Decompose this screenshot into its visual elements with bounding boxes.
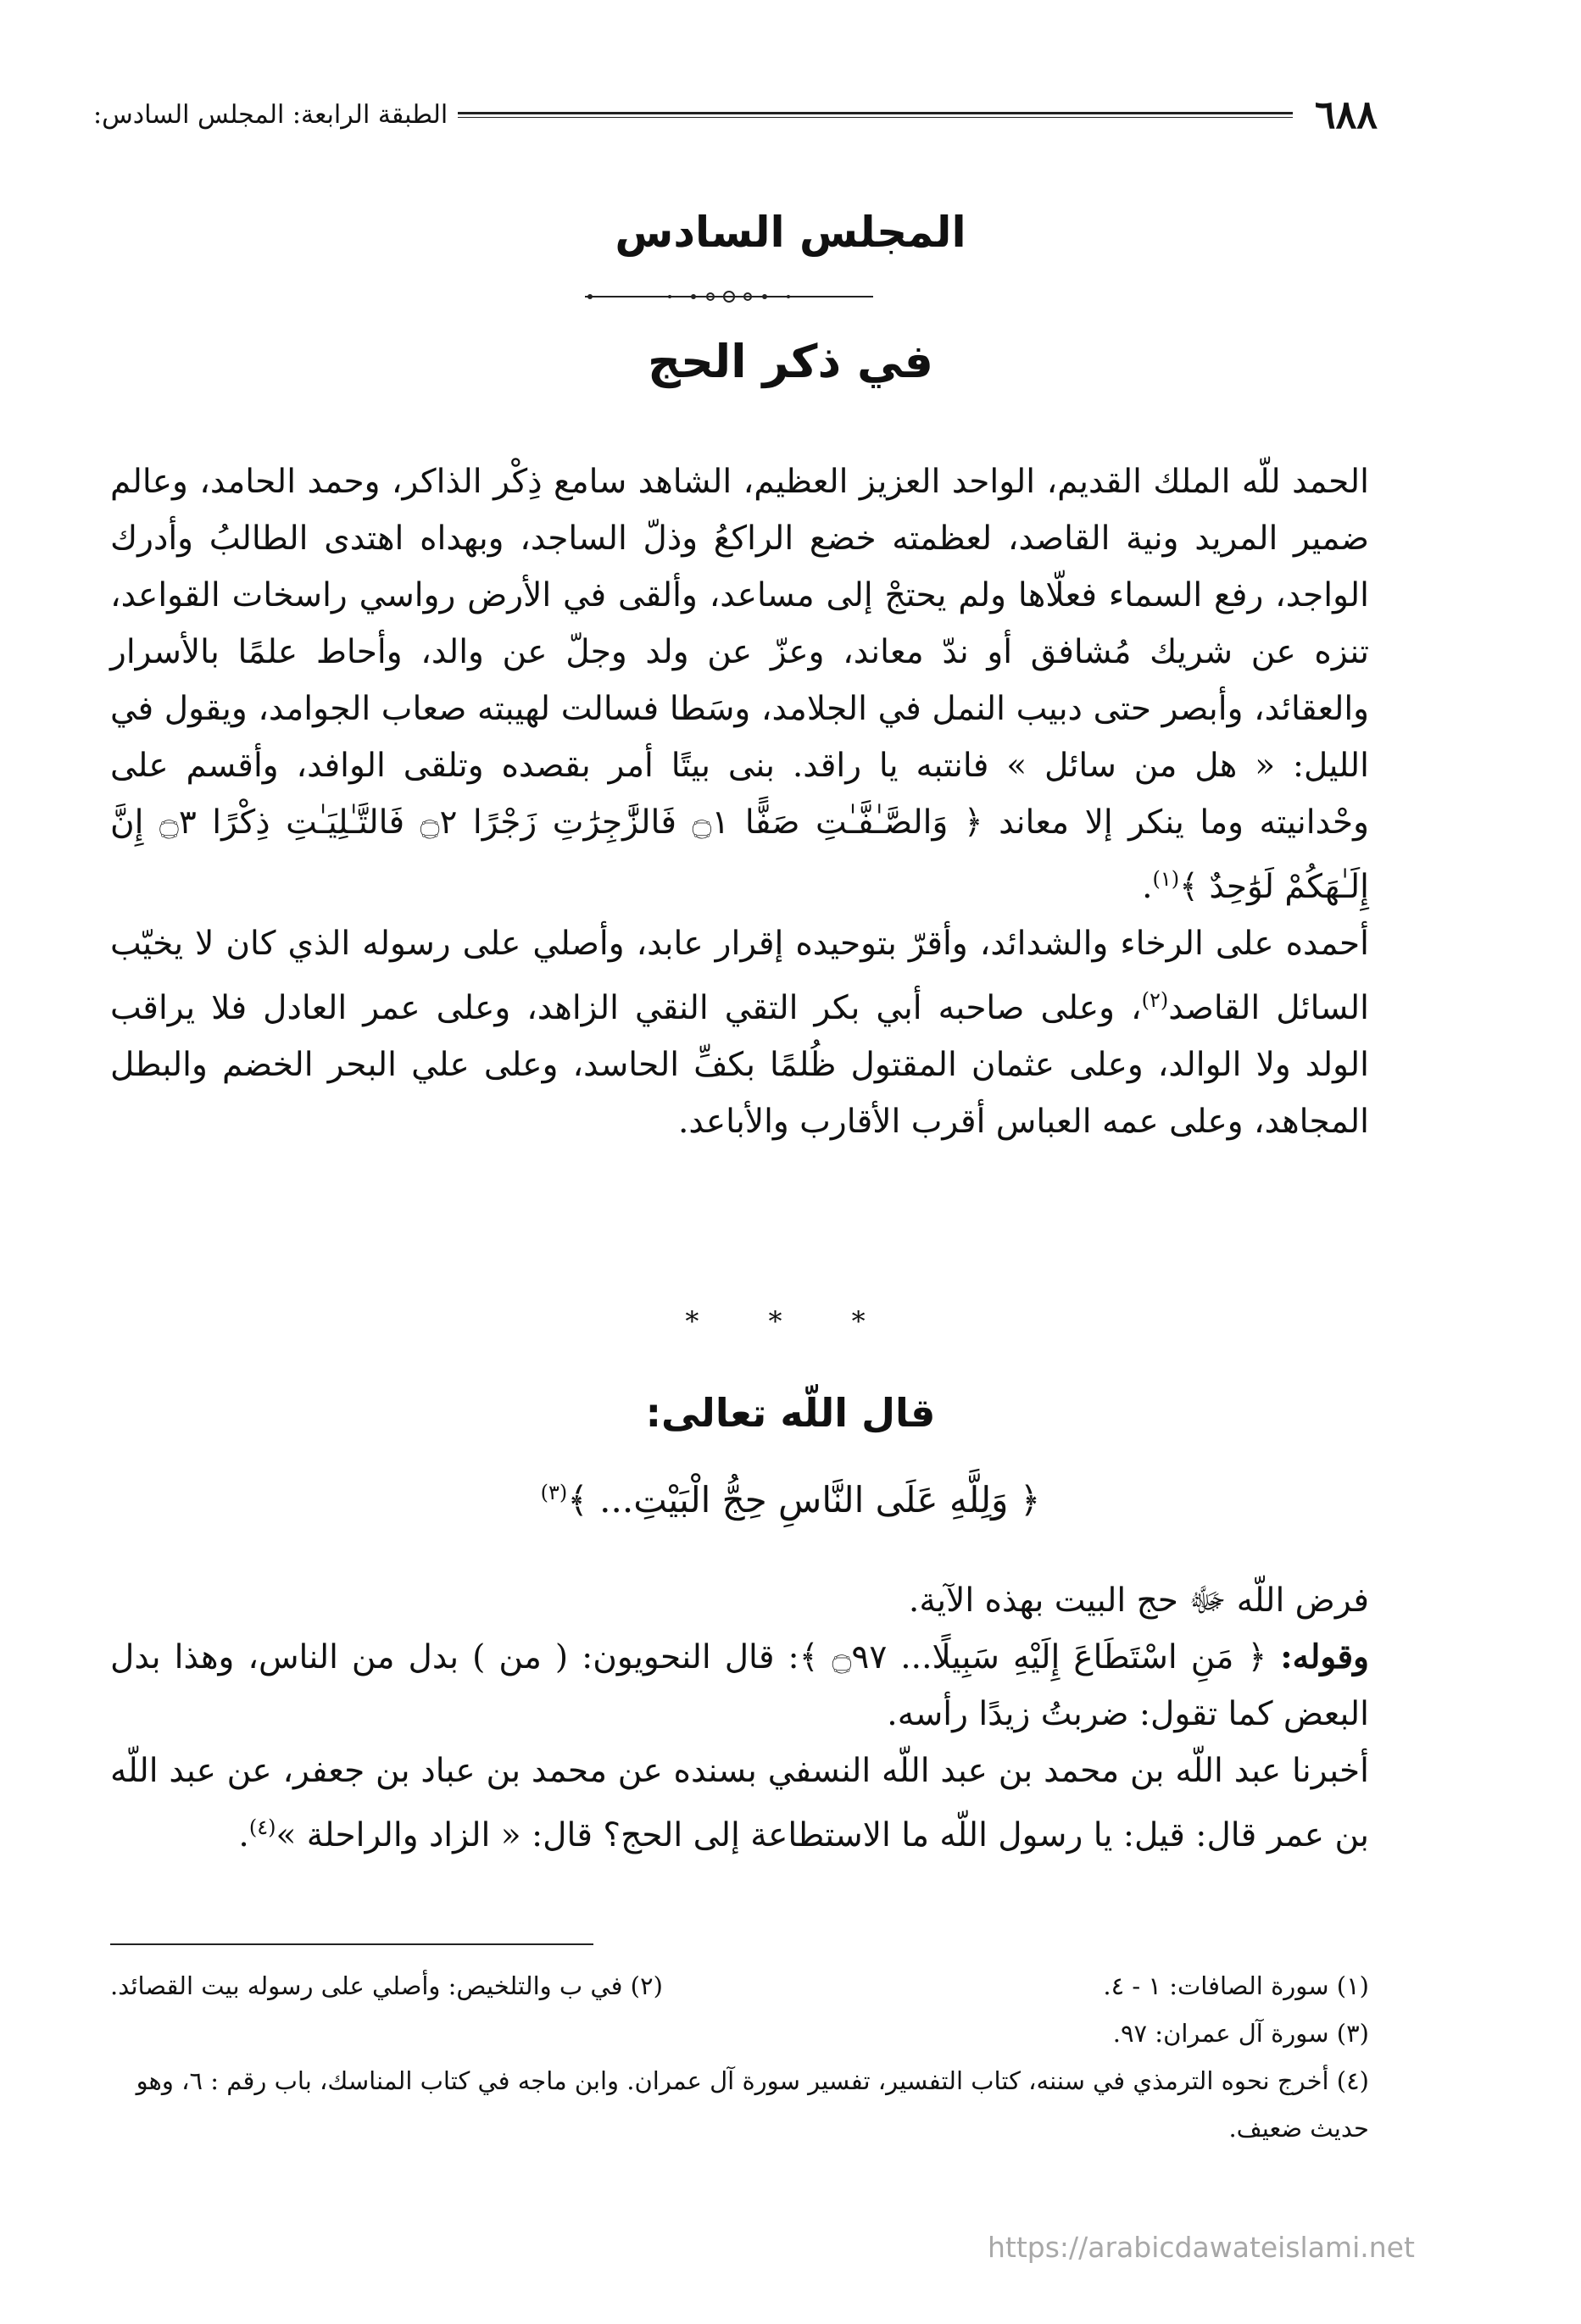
paragraph-4-verse: ﴿ مَنِ اسْتَطَاعَ إِلَيْهِ سَبِيلًا... ۝٩٧ ﴾ (799, 1638, 1267, 1676)
intro-paragraph-2b-text: ، وعلى صاحبه أبي بكر التقي النقي الزاهد، وعلى عمر العادل فلا يراقب الولد ولا الوالد، وعلى عثمان المقتول ظُلمًا بكفِّ الحاسد، وعلى علي البحر الخضم والبطل المجاهد، وعلى عمه العباس أقرب الأقارب والأباعد. (110, 989, 1369, 1141)
intro-section (110, 453, 1369, 1150)
header-rule (458, 112, 1293, 118)
title-ornament (585, 286, 873, 307)
footnote-ref-4: (٤) (248, 1815, 276, 1839)
footnote-2: (٢) في ب والتلخيص: وأصلي على رسوله بيت القصائد. (110, 1971, 663, 2000)
commentary-section (110, 1572, 1369, 1864)
footnote-row-1 (110, 1962, 1369, 2010)
footnote-1: (١) سورة الصافات: ١ - ٤. (1103, 1971, 1369, 2000)
running-title: الطبقة الرابعة: المجلس السادس: (93, 99, 448, 130)
paragraph-4-text: : قال النحويون: ( من ) بدل من الناس، وهذا بدل البعض كما تقول: ضربتُ زيدًا رأسه. (110, 1638, 1369, 1733)
footnote-ref-3: (٣) (540, 1481, 568, 1504)
section-heading: قال اللّه تعالى: (645, 1390, 936, 1436)
intro-paragraph-1: الحمد للّه الملك القديم، الواحد العزيز العظيم، الشاهد سامع ذِكْر الذاكر، وحمد الحامد، وعالم ضمير المريد ونية القاصد، لعظمته خضع الراكعُ وذلّ الساجد، وبهداه اهتدى الطالبُ وأدرك الواجد، رفع السماء فعلّاها ولم يحتجْ إلى مساعد، وألقى في الأرض رواسي راسخات القواعد، تنزه عن شريك مُشافق أو ندّ معاند، وعزّ عن ولد وجلّ عن والد، وأحاط علمًا بالأسرار والعقائد، وأبصر حتى دبيب النمل في الجلامد، وسَطا فسالت لهيبته صعاب الجوامد، ويقول في الليل: « هل من سائل » فانتبه يا راقد. بنى بيتًا أمر بقصده وتلقى الوافد، وأقسم على وحْدانيته وما ينكر إلا معاند ﴿ وَالصَّـٰفَّـٰتِ صَفًّا ۝١ فَالزَّٰجِرَٰتِ زَجْرًا ۝٢ فَالتَّـٰلِيَـٰتِ ذِكْرًا ۝٣ إِنَّ إِلَـٰهَكُمْ لَوَٰحِدٌ ﴾$^{(١)}$. (110, 463, 1369, 906)
watermark-url: https://arabicdawateislami.net (988, 2231, 1415, 2264)
footnote-4: (٤) أخرج نحوه الترمذي في سننه، كتاب التفسير، تفسير سورة آل عمران. وابن ماجه في كتاب المناسك، باب رقم : ٦، وهو حديث ضعيف. (136, 2066, 1369, 2143)
footnote-3: (٣) سورة آل عمران: ٩٧. (1112, 2019, 1369, 2048)
main-title: المجلس السادس (615, 208, 966, 257)
running-header (93, 89, 1378, 140)
footnote-ref-1: (١) (1152, 867, 1180, 891)
verse-text: ﴿ وَلِلَّهِ عَلَى النَّاسِ حِجُّ الْبَيْتِ... ﴾ (567, 1479, 1041, 1521)
sub-title: في ذكر الحج (648, 335, 933, 388)
intro-paragraph-1-text: الحمد للّه الملك القديم، الواحد العزيز العظيم، الشاهد سامع ذِكْر الذاكر، وحمد الحامد، وعالم ضمير المريد ونية القاصد، لعظمته خضع الراكعُ وذلّ الساجد، وبهداه اهتدى الطالبُ وأدرك الواجد، رفع السماء فعلّاها ولم يحتجْ إلى مساعد، وألقى في الأرض رواسي راسخات القواعد، تنزه عن شريك مُشافق أو ندّ معاند، وعزّ عن ولد وجلّ عن والد، وأحاط علمًا بالأسرار والعقائد، وأبصر حتى دبيب النمل في الجلامد، وسَطا فسالت لهيبته صعاب الجوامد، ويقول في الليل: « هل من سائل » فانتبه يا راقد. بنى بيتًا أمر بقصده وتلقى الوافد، وأقسم على وحْدانيته وما ينكر إلا معاند ﴿ وَالصَّـٰفَّـٰتِ صَفًّا ۝١ فَالزَّٰجِرَٰتِ زَجْرًا ۝٢ فَالتَّـٰلِيَـٰتِ ذِكْرًا ۝٣ إِنَّ إِلَـٰهَكُمْ لَوَٰحِدٌ ﴾ (110, 463, 1369, 906)
paragraph-5-text: أخبرنا عبد اللّه بن محمد بن عبد اللّه النسفي بسنده عن محمد بن عباد بن جعفر، عن عبد اللّه بن عمر قال: قيل: يا رسول اللّه ما الاستطاعة إلى الحج؟ قال: « الزاد والراحلة » (110, 1752, 1369, 1854)
footnotes (110, 1962, 1369, 2152)
paragraph-4 (110, 1629, 1369, 1743)
footnote-rule (110, 1943, 593, 1945)
paragraph-4-label: وقوله: (1280, 1637, 1369, 1676)
paragraph-3: فرض اللّه ﷻ حج البيت بهذه الآية. (908, 1582, 1369, 1620)
section-separator: * * * (685, 1305, 896, 1337)
paragraph-5-end: . (238, 1816, 249, 1854)
intro-paragraph-2a-text: أحمده على الرخاء والشدائد، وأقرّ بتوحيده إقرار عابد، وأصلي على رسوله الذي كان لا يخيّب السائل القاصد (110, 925, 1369, 1027)
intro-paragraph-2 (110, 915, 1369, 1150)
footnote-ref-2: (٢) (1141, 988, 1169, 1012)
quran-verse (0, 1479, 1581, 1521)
page-number: ٦٨٨ (1314, 92, 1378, 137)
paragraph-5 (110, 1743, 1369, 1864)
